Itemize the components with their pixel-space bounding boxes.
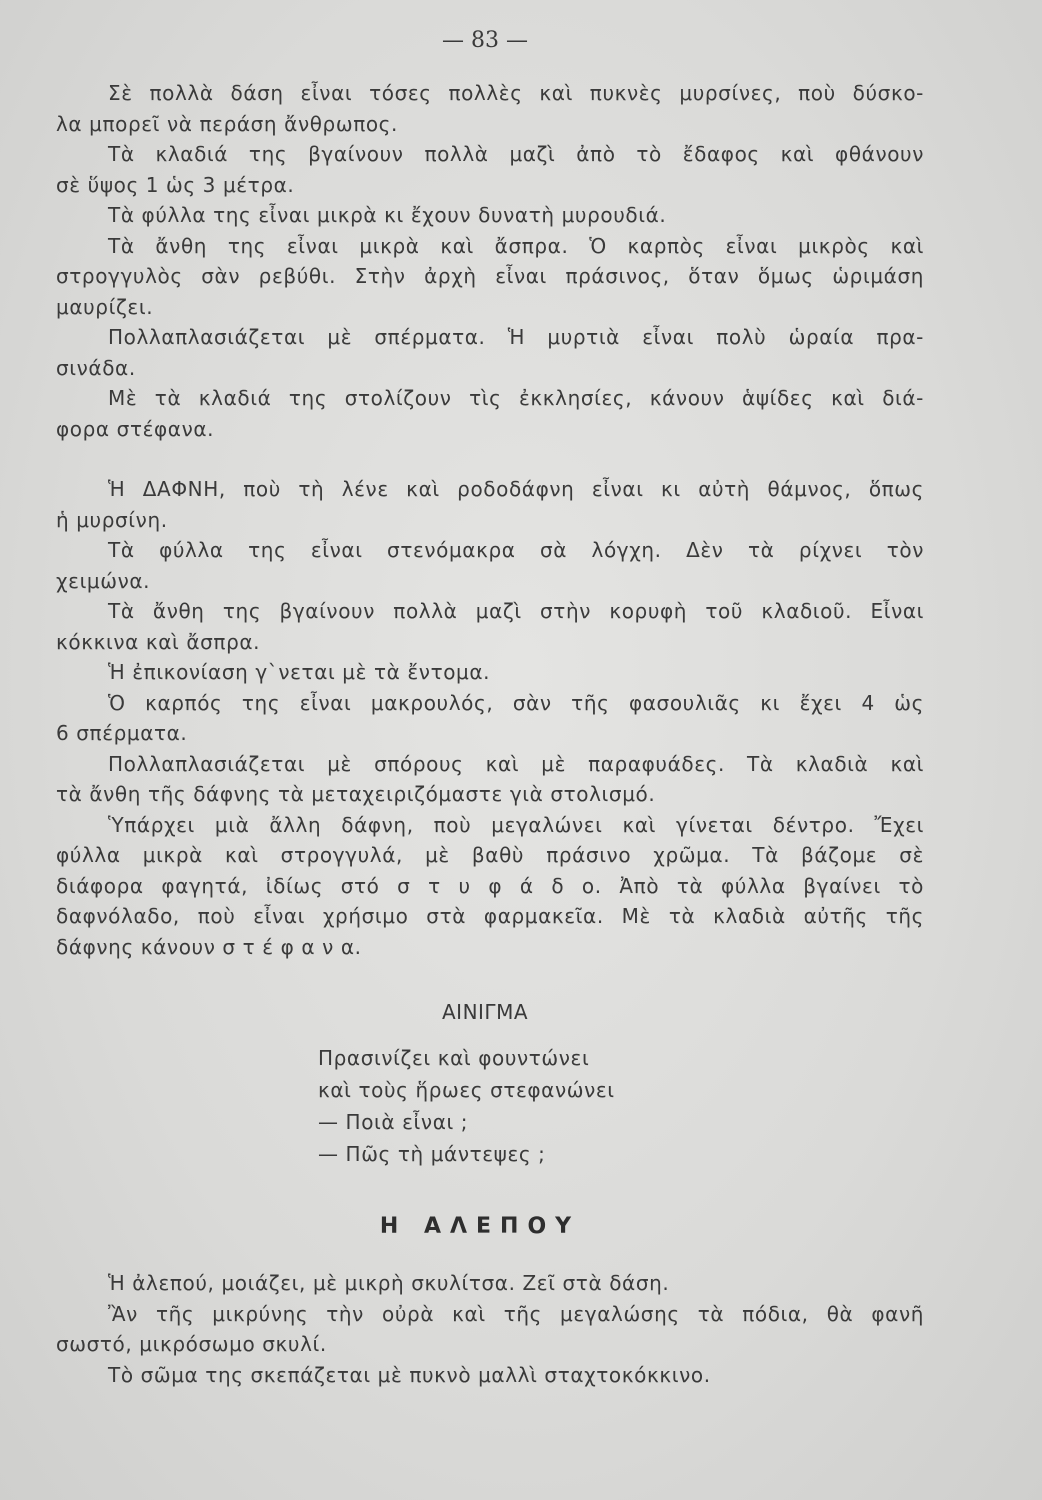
text-line: Σὲ πολλὰ δάση εἶναι τόσες πολλὲς καὶ πυκνὲς μυρσίνες, ποὺ δύσκο- [108,81,924,105]
text-line: κόκκινα καὶ ἄσπρα. [56,629,261,654]
text-line: Ἡ ἐπικονίαση γ`νεται μὲ τὰ ἔντομα. [108,660,491,684]
text-line: Ὑπάρχει μιὰ ἄλλη δάφνη, ποὺ μεγαλώνει καὶ γίνεται δέντρο. Ἔχει [108,812,924,837]
text-line: χειμώνα. [56,568,151,593]
text-line: Τὰ φύλλα της εἶναι μικρὰ κι ἔχουν δυνατὴ μυρουδιά. [108,203,667,227]
text-line: Μὲ τὰ κλαδιά της στολίζουν τὶς ἐκκλησίες, κάνουν ἁψίδες καὶ διά- [108,386,924,410]
text-line: Ἡ ἀλεπού, μοιάζει, μὲ μικρὴ σκυλίτσα. Ζεῖ στὰ δάση. [108,1271,670,1295]
text-line: Τὰ φύλλα της εἶναι στενόμακρα σὰ λόγχη. Δὲν τὰ ρίχνει τὸν [108,538,924,562]
text-line: Τὰ ἄνθη της βγαίνουν πολλὰ μαζὶ στὴν κορυφὴ τοῦ κλαδιοῦ. Εἶναι [108,599,924,623]
text-line: λα μπορεῖ νὰ περάση ἄνθρωπος. [56,111,398,136]
text-line: δάφνης κάνουν σ τ έ φ α ν α. [56,934,362,959]
text-line: διάφορα φαγητά, ἰδίως στό σ τ υ φ ά δ ο. Ἀπὸ τὰ φύλλα βγαίνει τὸ [56,873,924,898]
text-line: σινάδα. [56,355,136,380]
text-line: στρογγυλὸς σὰν ρεβύθι. Στὴν ἀρχὴ εἶναι πράσινος, ὅταν ὅμως ὡριμάση [56,264,924,288]
text-line: Ὁ καρπός της εἶναι μακρουλός, σὰν τῆς φασουλιᾶς κι ἔχει 4 ὡς [108,690,924,715]
riddle-line: καὶ τοὺς ἥρωες στεφανώνει [318,1078,615,1102]
text-line: φορα στέφανα. [56,416,215,441]
myrtle-text [56,78,924,444]
text-line: μαυρίζει. [56,294,154,319]
fox-text [56,1268,924,1390]
text-line: Πολλαπλασιάζεται μὲ σπόρους καὶ μὲ παραφυάδες. Τὰ κλαδιὰ καὶ [108,751,924,776]
section-title-fox: Η ΑΛΕΠΟΥ [379,1214,581,1239]
riddle-line: — Ποιὰ εἶναι ; [318,1110,469,1134]
text-line: δαφνόλαδο, ποὺ εἶναι χρήσιμο στὰ φαρμακεῖα. Μὲ τὰ κλαδιὰ αὐτῆς τῆς [56,904,924,928]
text-line: σωστό, μικρόσωμο σκυλί. [56,1332,327,1356]
laurel-text [56,474,924,962]
riddle-line: Πρασινίζει καὶ φουντώνει [318,1046,590,1070]
riddle-line: — Πῶς τὴ μάντεψες ; [318,1142,546,1166]
text-line: φύλλα μικρὰ καὶ στρογγυλά, μὲ βαθὺ πράσινο χρῶμα. Τὰ βάζομε σὲ [56,843,924,867]
text-line: Ἡ ΔΑΦΝΗ, ποὺ τὴ λένε καὶ ροδοδάφνη εἶναι κι αὐτὴ θάμνος, ὅπως [108,477,924,501]
text-line: Τὸ σῶμα της σκεπάζεται μὲ πυκνὸ μαλλὶ σταχτοκόκκινο. [108,1362,711,1387]
riddle-verse [318,1042,615,1170]
text-line: Ἂν τῆς μικρύνης τὴν οὐρὰ καὶ τῆς μεγαλώσης τὰ πόδια, θὰ φανῆ [108,1301,924,1326]
text-line: ἡ μυρσίνη. [56,507,168,532]
page-number: — 83 — [442,28,528,53]
text-line: Τὰ ἄνθη της εἶναι μικρὰ καὶ ἄσπρα. Ὁ καρπὸς εἶναι μικρὸς καὶ [108,233,924,258]
riddle-title: ΑΙΝΙΓΜΑ [441,1000,529,1024]
text-line: 6 σπέρματα. [56,721,188,745]
text-line: σὲ ὕψος 1 ὡς 3 μέτρα. [56,172,295,197]
text-line: Τὰ κλαδιά της βγαίνουν πολλὰ μαζὶ ἀπὸ τὸ ἔδαφος καὶ φθάνουν [108,142,924,166]
text-line: τὰ ἄνθη τῆς δάφνης τὰ μεταχειριζόμαστε γιὰ στολισμό. [56,782,656,806]
text-line: Πολλαπλασιάζεται μὲ σπέρματα. Ἡ μυρτιὰ εἶναι πολὺ ὡραία πρα- [108,325,924,349]
